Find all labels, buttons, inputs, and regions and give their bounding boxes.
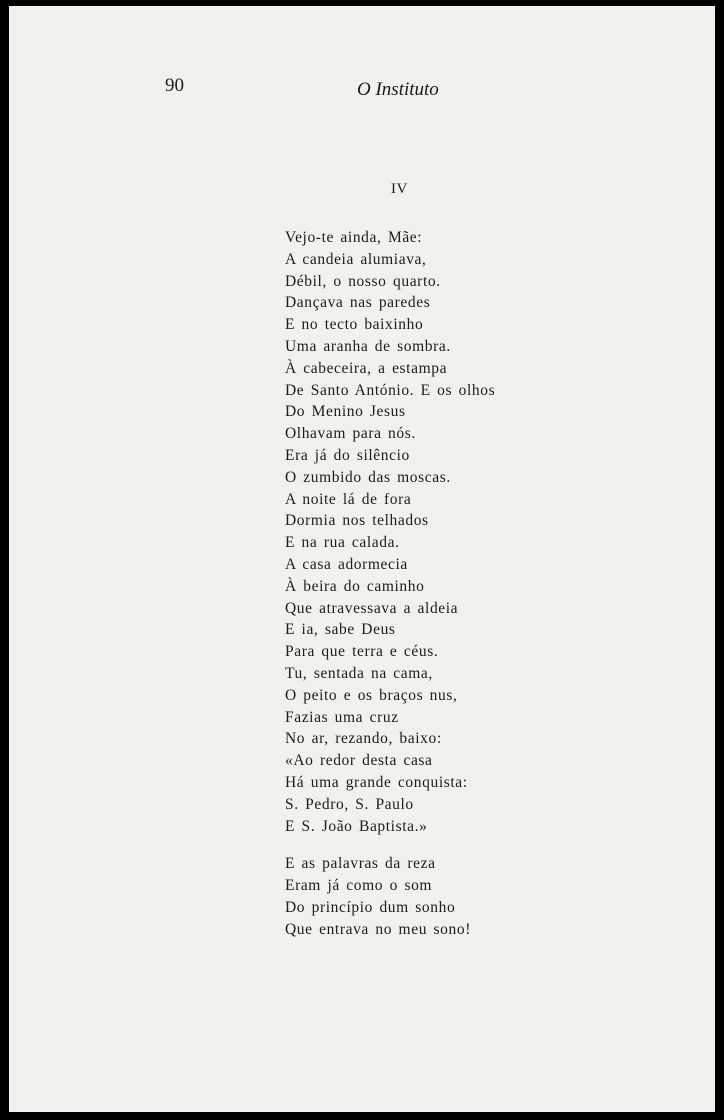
page-number: 90 — [165, 75, 184, 96]
poem-line: A casa adormecia — [285, 555, 408, 573]
poem-line: Uma aranha de sombra. — [285, 337, 451, 355]
poem-line: A noite lá de fora — [285, 490, 412, 508]
poem-stanza — [285, 227, 545, 837]
book-page — [9, 6, 715, 1112]
poem-line: Vejo-te ainda, Mãe: — [285, 229, 423, 246]
poem-line: E no tecto baixinho — [285, 316, 424, 334]
poem-line: Dançava nas paredes — [285, 294, 431, 312]
poem-line: «Ao redor desta casa — [285, 752, 433, 770]
section-heading: IV — [391, 181, 408, 197]
poem-line: Débil, o nosso quarto. — [285, 272, 441, 290]
poem-line: E as palavras da reza — [285, 855, 436, 873]
poem-line: S. Pedro, S. Paulo — [285, 795, 414, 813]
poem-line: De Santo António. E os olhos — [285, 381, 496, 399]
poem-line: Dormia nos telhados — [285, 512, 429, 530]
poem-line: Para que terra e céus. — [285, 643, 439, 661]
poem-line: A candeia alumiava, — [285, 250, 427, 268]
poem-line: Do princípio dum sonho — [285, 898, 456, 916]
running-title: O Instituto — [357, 79, 439, 100]
poem-line: Tu, sentada na cama, — [285, 664, 433, 682]
poem-line: Que entrava no meu sono! — [285, 920, 471, 938]
poem-stanza — [285, 853, 545, 940]
poem-line: Há uma grande conquista: — [285, 773, 468, 791]
poem-line: Fazias uma cruz — [285, 708, 399, 726]
poem-line: O zumbido das moscas. — [285, 468, 451, 486]
poem-line: À cabeceira, a estampa — [285, 359, 448, 377]
poem-line: Era já do silêncio — [285, 446, 410, 464]
poem-line: E S. João Baptista.» — [285, 817, 428, 835]
poem-line: Do Menino Jesus — [285, 403, 406, 421]
poem-line: À beira do caminho — [285, 577, 425, 595]
poem — [285, 227, 545, 941]
poem-line: E ia, sabe Deus — [285, 621, 396, 639]
poem-line: Que atravessava a aldeia — [285, 599, 459, 617]
poem-line: E na rua calada. — [285, 534, 400, 552]
poem-line: Olhavam para nós. — [285, 425, 416, 443]
poem-line: No ar, rezando, baixo: — [285, 730, 442, 748]
poem-line: Eram já como o som — [285, 877, 433, 895]
poem-line: O peito e os braços nus, — [285, 686, 458, 704]
